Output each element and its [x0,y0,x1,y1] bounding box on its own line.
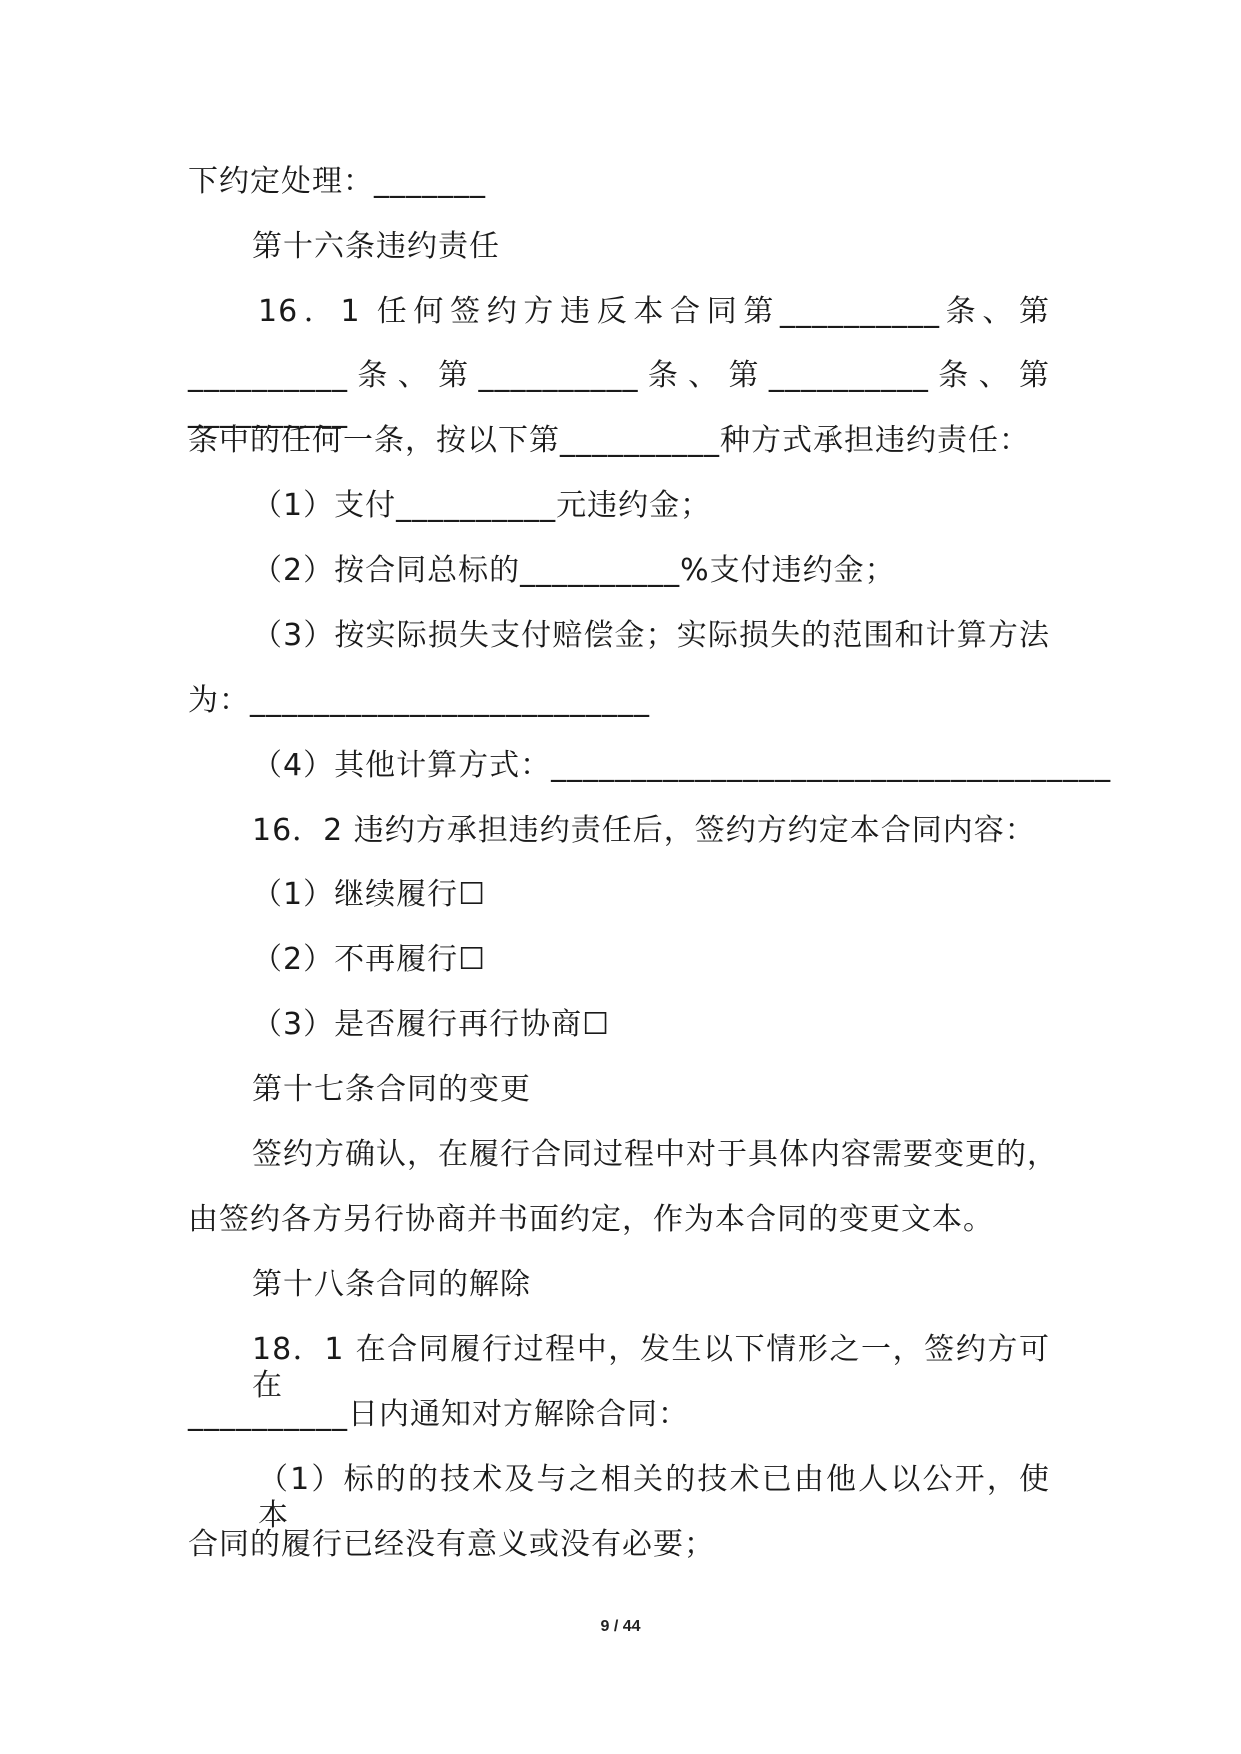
option-3-actual-loss-line-2: 为：_________________________ [188,683,650,718]
option-1-pay-penalty: （1）支付__________元违约金； [252,488,712,523]
article-17-para-line-2: 由签约各方另行协商并书面约定，作为本合同的变更文本。 [188,1202,994,1237]
text-line-1: 下约定处理：_______ [188,164,486,199]
option-3-actual-loss-line-1: （3）按实际损失支付赔偿金；实际损失的范围和计算方法 [252,618,1050,653]
clause-16-1-line-1: 16．1 任何签约方违反本合同第__________条、第 [258,294,1050,329]
article-17-para-line-1: 签约方确认，在履行合同过程中对于具体内容需要变更的， [252,1137,1058,1172]
choice-no-performance: （2）不再履行☐ [252,942,486,977]
page-number: 9 / 44 [600,1618,641,1635]
article-16-heading: 第十六条违约责任 [252,229,500,264]
clause-16-1-line-3: 条中的任何一条，按以下第__________种方式承担违约责任： [188,423,1030,458]
termination-case-1-line-2: 合同的履行已经没有意义或没有必要； [188,1527,715,1562]
clause-18-1-line-1: 18．1 在合同履行过程中，发生以下情形之一，签约方可在 [252,1332,1050,1403]
clause-18-1-line-2: __________日内通知对方解除合同： [188,1397,689,1432]
article-17-heading: 第十七条合同的变更 [252,1072,531,1107]
choice-continue-performance: （1）继续履行☐ [252,877,486,912]
article-18-heading: 第十八条合同的解除 [252,1267,531,1302]
clause-16-2: 16．2 违约方承担违约责任后，签约方约定本合同内容： [252,813,1036,848]
option-2-percent-penalty: （2）按合同总标的__________%支付违约金； [252,553,896,588]
option-4-other-method: （4）其他计算方式：___________________________________ [252,748,1112,783]
choice-renegotiate: （3）是否履行再行协商☐ [252,1007,610,1042]
termination-case-1-line-1: （1）标的的技术及与之相关的技术已由他人以公开，使本 [258,1462,1050,1533]
clause-16-1-line-2: __________条、第__________条、第__________条、第__________ [188,358,1050,429]
